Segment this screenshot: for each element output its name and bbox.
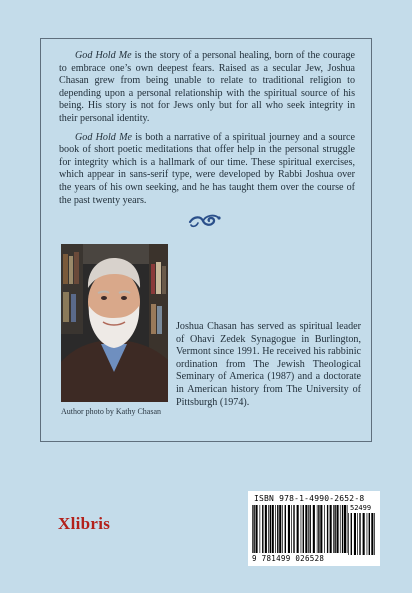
barcode-bar <box>371 513 373 555</box>
barcode-bar <box>260 505 261 553</box>
barcode-bar <box>337 505 339 553</box>
barcode-bar <box>357 513 358 555</box>
barcode-bar <box>344 505 346 553</box>
barcode-bar <box>293 505 294 553</box>
barcode-bar <box>285 505 286 553</box>
author-photo <box>61 244 168 402</box>
barcode-bar <box>288 505 290 553</box>
back-cover-blurb <box>59 50 355 213</box>
barcode-bar <box>342 505 343 553</box>
barcode-bar <box>275 505 276 553</box>
barcode-bar <box>305 505 307 553</box>
barcode-bar <box>330 505 332 553</box>
barcode-bar <box>303 505 304 553</box>
barcode-bar <box>374 513 375 555</box>
book-title: God Hold Me <box>75 50 132 61</box>
photo-caption: Author photo by Kathy Chasan <box>61 407 161 416</box>
barcode-bar <box>270 505 271 553</box>
barcode-bar <box>351 513 352 555</box>
fleuron-icon <box>188 213 222 229</box>
book-title: God Hold Me <box>75 131 132 143</box>
barcode-bar <box>279 505 281 553</box>
barcode-bar <box>317 505 318 553</box>
isbn-barcode <box>248 491 380 566</box>
barcode-bar <box>291 505 292 553</box>
barcode-bar <box>324 505 325 553</box>
barcode-bar <box>253 505 254 553</box>
publisher-logo: Xlibris <box>58 514 111 533</box>
barcode-bar <box>369 513 370 555</box>
price-barcode-bars <box>348 513 376 555</box>
barcode-bar <box>320 505 322 553</box>
blurb-paragraph-2: God Hold Me is both a narrative of a spiritual journey and a source book of short poetic meditations that offer help in the personal struggle for integrity which is a hallmark of our time. These spiritual exercises, which appear in sans-serif type, were developed by Rabbi Joshua over the years of his own seeking, and he has taught them over the course of the past twenty years. <box>59 131 355 206</box>
barcode-bar <box>256 505 258 553</box>
barcode-bar <box>359 513 360 555</box>
barcode-bar <box>327 505 328 553</box>
barcode-bar <box>262 505 263 553</box>
barcode-bar <box>363 513 365 555</box>
price-code: 52499 <box>350 504 372 512</box>
barcode-bar <box>354 513 356 555</box>
blurb-paragraph-1: God Hold Me is the story of a personal healing, born of the courage to embrace one’s own deepest fears. Raised as a secular Jew, Joshua Chasan grew from being unable to relate to traditional religion to depending upon a personal relationship with the spiritual source of his being. His story is not for Jews only but for all who seek integrity in their personal identity. <box>59 50 355 124</box>
barcode-bar <box>282 505 283 553</box>
barcode-bar <box>268 505 269 553</box>
author-bio: Joshua Chasan has served as spiritual leader of Ohavi Zedek Synagogue in Burlington, Vermont since 1991. He received his rabbinic ordination from The Jewish Theological Seminary of America (1987) and a doctorate in American history from The University of Pittsburgh (1974). <box>176 321 361 408</box>
barcode-bar <box>333 505 334 553</box>
barcode-bar <box>297 505 299 553</box>
barcode-bar <box>308 505 309 553</box>
barcode-bar <box>340 505 341 553</box>
barcode-bar <box>277 505 278 553</box>
barcode-bar <box>265 505 267 553</box>
barcode-bar <box>318 505 319 553</box>
barcode-digits: 9 781499 026528 <box>252 554 325 563</box>
barcode-bars <box>252 505 348 553</box>
barcode-bar <box>367 513 368 555</box>
author-portrait-image <box>61 244 168 402</box>
barcode-bar <box>301 505 302 553</box>
barcode-bar <box>252 505 253 553</box>
barcode-bar <box>310 505 311 553</box>
barcode-bar <box>272 505 274 553</box>
barcode-bar <box>313 505 315 553</box>
barcode-bar <box>334 505 335 553</box>
barcode-bar <box>348 513 349 555</box>
isbn-number: ISBN 978-1-4990-2652-8 <box>254 494 365 503</box>
